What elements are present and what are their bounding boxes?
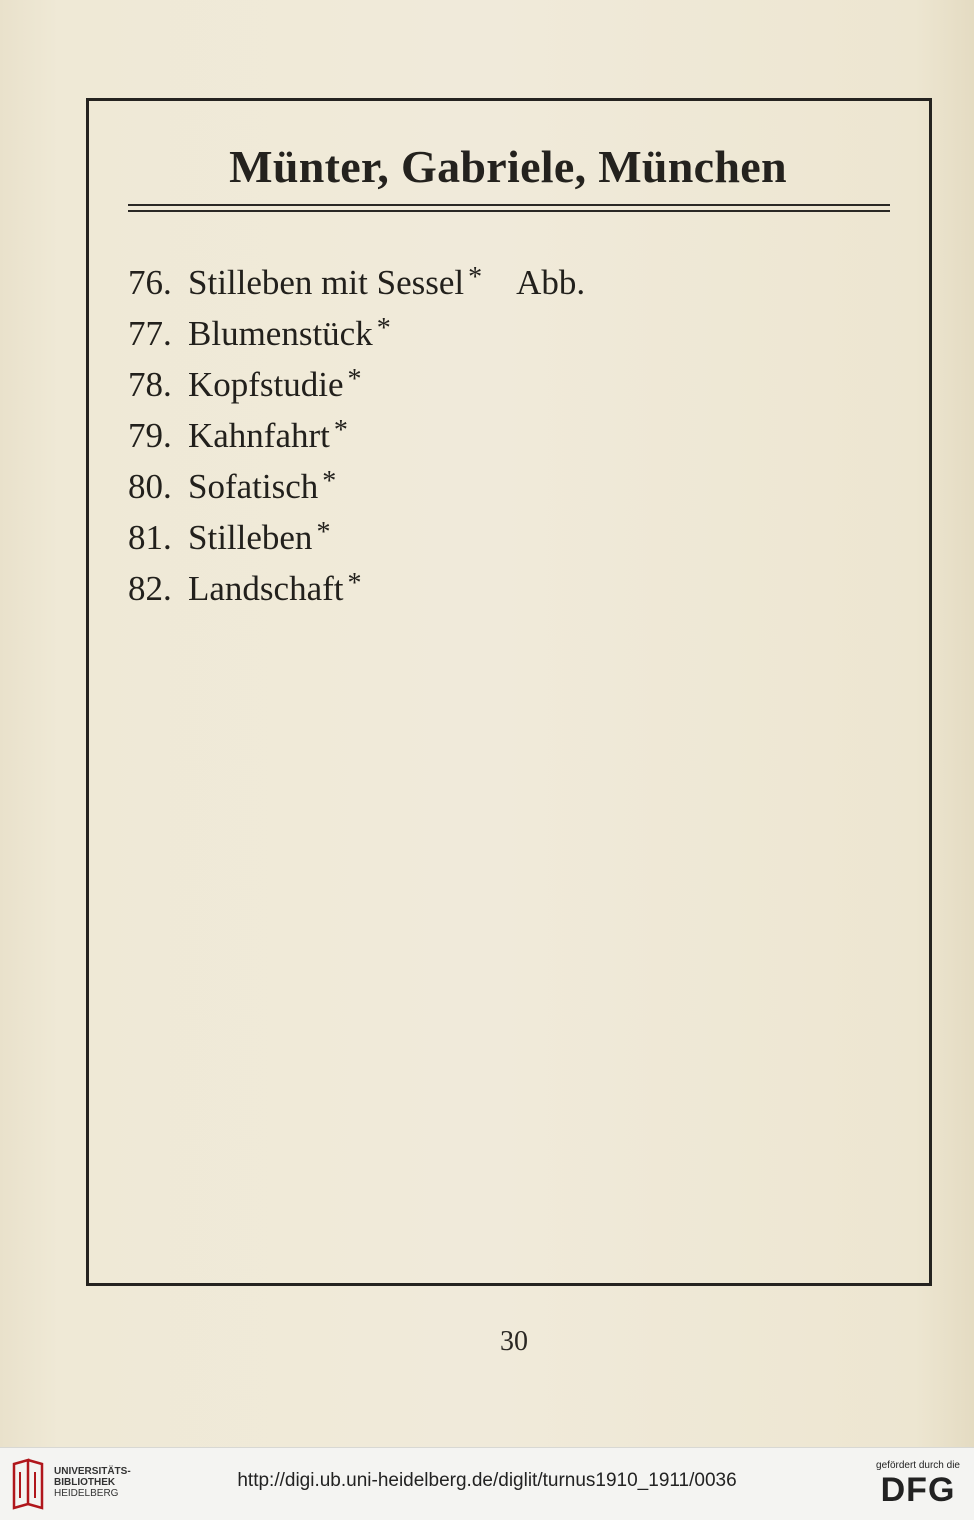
title-rule-top — [128, 204, 890, 206]
catalog-entry — [128, 558, 585, 609]
entry-number: 81. — [128, 518, 172, 557]
entry-note: Abb. — [516, 263, 586, 302]
catalog-entry — [128, 456, 585, 507]
catalog-entry-list — [128, 252, 585, 609]
funder-credit — [876, 1460, 960, 1509]
library-name-line: UNIVERSITÄTS- — [54, 1466, 131, 1477]
catalog-entry — [128, 252, 585, 303]
catalog-entry — [128, 405, 585, 456]
entry-title: Kopfstudie — [188, 365, 344, 404]
title-rule-bottom — [128, 210, 890, 212]
entry-number: 80. — [128, 467, 172, 506]
entry-asterisk: * — [333, 415, 348, 446]
library-name-line: BIBLIOTHEK — [54, 1477, 116, 1488]
viewer-footer — [0, 1447, 974, 1520]
entry-asterisk: * — [347, 568, 362, 599]
entry-asterisk: * — [347, 364, 362, 395]
entry-asterisk: * — [316, 517, 331, 548]
page-number: 30 — [500, 1326, 528, 1357]
catalog-entry — [128, 507, 585, 558]
funder-logo: DFG — [880, 1471, 956, 1509]
permalink-url[interactable]: http://digi.ub.uni-heidelberg.de/diglit/turnus1910_1911/0036 — [237, 1470, 737, 1491]
entry-asterisk: * — [468, 262, 483, 293]
entry-number: 77. — [128, 314, 172, 353]
catalog-entry — [128, 303, 585, 354]
entry-asterisk: * — [322, 466, 337, 497]
entry-title: Stilleben — [188, 518, 313, 557]
entry-number: 78. — [128, 365, 172, 404]
library-name-line: HEIDELBERG — [54, 1488, 119, 1499]
funder-note: gefördert durch die — [876, 1460, 960, 1471]
entry-title: Stilleben mit Sessel — [188, 263, 465, 302]
entry-number: 82. — [128, 569, 172, 608]
page-title: Münter, Gabriele, München — [229, 141, 787, 192]
entry-title: Landschaft — [188, 569, 344, 608]
catalog-entry — [128, 354, 585, 405]
entry-number: 79. — [128, 416, 172, 455]
entry-title: Blumenstück — [188, 314, 373, 353]
entry-title: Sofatisch — [188, 467, 319, 506]
entry-asterisk: * — [376, 313, 391, 344]
entry-title: Kahnfahrt — [188, 416, 330, 455]
entry-number: 76. — [128, 263, 172, 302]
